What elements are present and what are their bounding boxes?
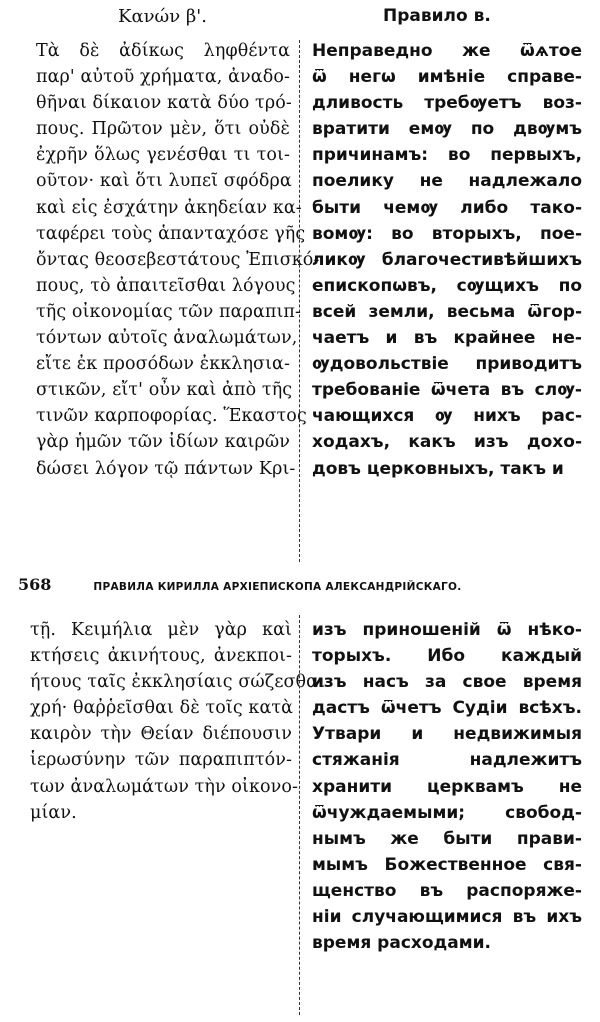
greek-text-line: ταφέρει τοὺς ἁπανταχόσε γῆς xyxy=(36,223,306,244)
slavonic-text-line: ѹдовольствіе приводитъ xyxy=(312,354,582,375)
running-header xyxy=(18,575,588,595)
slavonic-text-line: быти чемѹ либо тако- xyxy=(312,197,582,218)
greek-text-line: παρ' αὐτοῦ χρήματα, ἀναδο- xyxy=(36,67,290,88)
slavonic-text-line: время расходами. xyxy=(312,933,492,954)
slavonic-text-line: вратити емѹ по двѹмъ xyxy=(312,119,582,140)
greek-text-line: Τὰ δὲ ἀδίκως ληφθέντα xyxy=(36,41,290,61)
greek-text-column-top xyxy=(36,38,320,482)
slavonic-text-line: щенство въ распоряже- xyxy=(312,880,582,901)
greek-text-line: θῆναι δίκαιον κατὰ δύο τρό- xyxy=(36,93,292,114)
slavonic-text-column-bottom xyxy=(312,617,582,956)
greek-text-line: πους, τὸ ἀπαιτεῖσθαι λόγους xyxy=(36,275,296,296)
slavonic-text-line: ѿ негѡ имѣніе справе- xyxy=(312,67,582,88)
greek-text-line: τῇ. Κειμήλια μὲν γὰρ καὶ xyxy=(30,620,292,640)
slavonic-text-line: требованіе ѿчета въ слѹ- xyxy=(312,380,582,401)
greek-text-line: ήτους ταῖς ἐκκλησίαις σώζεσθαι xyxy=(30,672,326,693)
slavonic-text-line: ніи случающимися въ ихъ xyxy=(312,907,582,928)
running-head-title: ПРАВИЛА КИРИЛЛА АРХІЕПИСКОПА АЛЕКСАНДРІЙСКАГО. xyxy=(93,581,462,593)
greek-text-line: κτήσεις ἀκινήτους, ἀνεκποι- xyxy=(30,646,292,667)
greek-text-line: πους. Πρῶτον μὲν, ὅτι οὐδὲ xyxy=(36,119,290,140)
slavonic-text-line: изъ насъ за свое время xyxy=(312,672,582,693)
slavonic-text-line: нымъ же быти прави- xyxy=(312,828,582,849)
greek-text-line: τινῶν καρποφορίας. Ἕκαστος xyxy=(36,406,307,427)
slavonic-text-line: епископωвъ, сѹщихъ по xyxy=(312,275,582,296)
slavonic-text-line: стяжанія надлежитъ xyxy=(312,750,582,771)
slavonic-text-line: ликѹ благочестивѣйшихъ xyxy=(312,249,582,270)
page-number: 568 xyxy=(18,575,52,594)
greek-text-line: ὄντας θεοσεβεστάτους Ἐπισκό- xyxy=(36,249,320,270)
greek-text-line: καὶ εἰς ἐσχάτην ἀκηδείαν κα- xyxy=(36,197,302,218)
greek-text-line: των ἀναλωμάτων τὴν οἰκονο- xyxy=(30,776,299,797)
slavonic-text-line: дливость требѹетъ воз- xyxy=(312,93,582,114)
slavonic-text-line: изъ приношеній ѿ нѣко- xyxy=(312,620,582,640)
greek-text-line: ἐχρῆν ὅλως γενέσθαι τι τοι- xyxy=(36,145,290,166)
greek-text-column-bottom xyxy=(30,617,326,826)
slavonic-text-line: хранити церквамъ не xyxy=(312,776,582,797)
slavonic-text-line: ходахъ, какъ изъ дохо- xyxy=(312,432,582,453)
greek-text-line: οῦτον· καὶ ὅτι λυπεῖ σφόδρα xyxy=(36,171,292,192)
slavonic-text-line: Неправедно же ѿѧтое xyxy=(312,41,582,61)
greek-text-line: ἱερωσύνην τῶν παραπιπτόν- xyxy=(30,750,292,771)
slavonic-text-column-top xyxy=(312,38,582,482)
column-divider-bottom xyxy=(299,615,300,1015)
greek-text-line: τόντων αὐτοῖς ἀναλωμάτων, xyxy=(36,328,298,349)
slavonic-text-line: чающихся ѹ нихъ рас- xyxy=(312,406,582,427)
slavonic-text-line: довъ церковныхъ, такъ и xyxy=(312,458,564,479)
slavonic-text-line: ѿчуждаемыми; свобод- xyxy=(312,802,582,823)
slavonic-text-line: мымъ Божественное свя- xyxy=(312,854,582,875)
slavonic-text-line: торыхъ. Ибо каждый xyxy=(312,646,582,667)
slavonic-text-line: поелику не надлежало xyxy=(312,171,582,192)
slavonic-text-line: причинамъ: во первыхъ, xyxy=(312,145,582,166)
slavonic-text-line: всей земли, весьма ѿгор- xyxy=(312,301,582,322)
greek-text-line: μίαν. xyxy=(30,802,77,823)
greek-text-line: χρή· θαῤῥεῖσθαι δὲ τοῖς κατὰ xyxy=(30,698,294,719)
greek-text-line: στικῶν, εἴτ' οὖν καὶ ἀπὸ τῆς xyxy=(36,380,293,401)
slavonic-text-line: Утвари и недвижимыя xyxy=(312,724,582,745)
slavonic-text-line: чаетъ и въ крайнее не- xyxy=(312,328,582,349)
greek-text-line: εἴτε ἐκ προσόδων ἐκκλησια- xyxy=(36,354,290,375)
slavonic-text-line: вомѹ: во вторыхъ, пое- xyxy=(312,223,582,244)
greek-text-line: δώσει λόγον τῷ πάντων Κρι- xyxy=(36,458,296,479)
slavonic-rule-heading: Правило в. xyxy=(383,6,491,26)
column-divider-top xyxy=(299,40,300,562)
greek-text-line: τῆς οἰκονομίας τῶν παραπιπ- xyxy=(36,301,302,322)
greek-text-line: καιρὸν τὴν Θείαν διέπουσιν xyxy=(30,724,292,745)
slavonic-text-line: дастъ ѿчетъ Судіи всѣхъ. xyxy=(312,698,582,719)
greek-text-line: γὰρ ἡμῶν τῶν ἰδίων καιρῶν xyxy=(36,432,290,453)
greek-canon-heading: Κανών β'. xyxy=(118,6,207,27)
